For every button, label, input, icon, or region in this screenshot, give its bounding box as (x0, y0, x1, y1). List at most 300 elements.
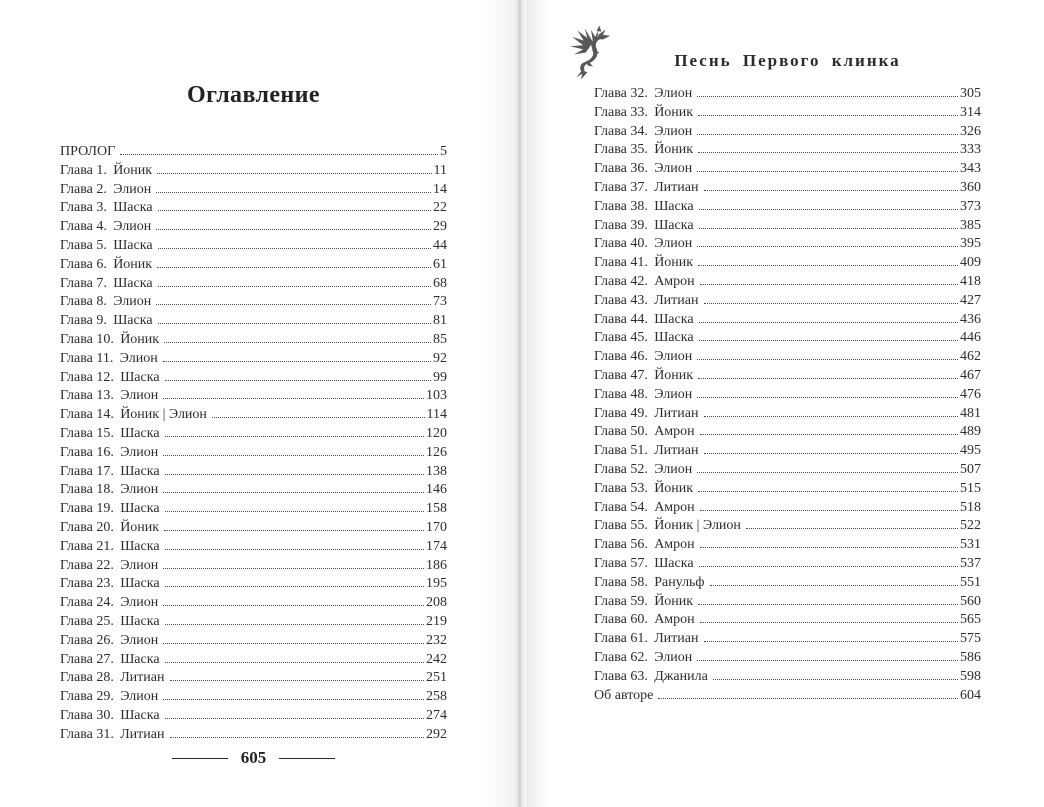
toc-entry (594, 141, 981, 160)
toc-entry-page: 507 (960, 461, 981, 477)
toc-entry-character: Йоник (120, 519, 160, 535)
toc-entry-page: 146 (426, 482, 447, 498)
toc-entry-character: Элион (119, 350, 158, 366)
toc-entry-chapter: Глава 3. (60, 200, 107, 216)
dot-leader (698, 152, 958, 153)
right-page (526, 0, 1044, 807)
toc-entry-chapter: Глава 41. (594, 255, 648, 271)
toc-entry (594, 499, 981, 518)
toc-entry-page: 232 (426, 632, 447, 648)
toc-entry (60, 293, 447, 312)
toc-entry-page: 418 (960, 273, 981, 289)
toc-entry-chapter: Глава 26. (60, 632, 114, 648)
toc-entry (594, 423, 981, 442)
toc-entry-page: 495 (960, 443, 981, 459)
toc-entry-chapter: Глава 59. (594, 593, 648, 609)
toc-entry (594, 348, 981, 367)
dot-leader (164, 342, 431, 343)
toc-entry-character: Амрон (654, 612, 695, 628)
dot-leader (700, 284, 958, 285)
toc-entry-chapter: Глава 1. (60, 162, 107, 178)
dot-leader (698, 115, 958, 116)
dot-leader (697, 96, 958, 97)
toc-entry-page: 427 (960, 292, 981, 308)
dot-leader (165, 380, 431, 381)
toc-entry-character: Литиан (654, 631, 699, 647)
toc-entry-character: Йоник (654, 255, 694, 271)
dot-leader (158, 323, 431, 324)
toc-entry-character: Элион (120, 632, 159, 648)
toc-entry-character: Йоник (654, 367, 694, 383)
toc-entry (594, 254, 981, 273)
folio-rule-left (172, 758, 228, 759)
toc-entry-chapter: Глава 31. (60, 726, 114, 742)
toc-entry-page: 604 (960, 687, 981, 703)
toc-entry-character: Элион (654, 86, 693, 101)
toc-entry-chapter: Глава 52. (594, 461, 648, 477)
toc-entry-chapter: Глава 33. (594, 104, 648, 120)
toc-entry (594, 329, 981, 348)
dot-leader (163, 699, 424, 700)
toc-entry-chapter: Глава 48. (594, 386, 648, 402)
toc-entry-page: 103 (426, 388, 447, 404)
toc-entry-chapter: Глава 45. (594, 330, 648, 346)
folio-number: 605 (240, 748, 267, 767)
toc-entry-page: 186 (426, 557, 447, 573)
toc-entry-page: 120 (426, 425, 447, 441)
toc-entry-page: 170 (426, 519, 447, 535)
toc-entry-chapter: Глава 60. (594, 612, 648, 628)
toc-entry-chapter: Глава 51. (594, 443, 648, 459)
toc-entry-chapter: Глава 63. (594, 668, 648, 684)
toc-entry-chapter: Глава 4. (60, 219, 107, 235)
toc-entry-chapter: Глава 24. (60, 595, 114, 611)
toc-entry (60, 275, 447, 294)
dot-leader (698, 491, 958, 492)
toc-entry (60, 669, 447, 688)
toc-entry-chapter: Глава 44. (594, 311, 648, 327)
toc-entry-chapter: Глава 56. (594, 537, 648, 553)
dot-leader (698, 378, 958, 379)
toc-entry-character: Элион (654, 236, 693, 252)
toc-entry-character: Шаска (654, 311, 694, 327)
toc-entry-character: Литиан (654, 292, 699, 308)
toc-entry (60, 538, 447, 557)
toc-entry-page: 22 (433, 200, 447, 216)
dot-leader (700, 434, 958, 435)
toc-entry-chapter: Глава 9. (60, 313, 107, 329)
toc-entry-page: 343 (960, 161, 981, 177)
toc-entry-page: 14 (433, 181, 447, 197)
toc-entry (594, 630, 981, 649)
toc-entry (60, 369, 447, 388)
dot-leader (165, 474, 424, 475)
toc-entry (60, 181, 447, 200)
toc-entry-page: 333 (960, 142, 981, 158)
toc-entry-character: Йоник (654, 480, 694, 496)
toc-entry-page: 598 (960, 668, 981, 684)
toc-entry-chapter: Глава 20. (60, 519, 114, 535)
toc-entry-character: Элион (654, 649, 693, 665)
toc-entry-page: 531 (960, 537, 981, 553)
toc-entry-character: Йоник | Элион (654, 518, 741, 534)
dot-leader (157, 267, 431, 268)
toc-entry-page: 5 (440, 144, 447, 159)
toc-entry (594, 217, 981, 236)
toc-entry-page: 242 (426, 651, 447, 667)
dot-leader (697, 397, 958, 398)
toc-entry (60, 613, 447, 632)
toc-entry-character: Йоник (654, 142, 694, 158)
dot-leader (704, 303, 959, 304)
toc-entry-character: Джанила (654, 668, 708, 684)
toc-entry-chapter: ПРОЛОГ (60, 144, 116, 159)
toc-entry-character: Элион (120, 444, 159, 460)
toc-entry-page: 195 (426, 576, 447, 592)
dot-leader (165, 624, 424, 625)
toc-entry (594, 367, 981, 386)
toc-entry-character: Йоник | Элион (120, 407, 207, 423)
toc-entry-chapter: Об авторе (594, 687, 654, 703)
book-gutter (514, 0, 526, 807)
toc-entry-character: Йоник (654, 104, 694, 120)
toc-entry-character: Элион (120, 595, 159, 611)
toc-entry-chapter: Глава 57. (594, 555, 648, 571)
toc-entry-page: 326 (960, 123, 981, 139)
toc-entry-chapter: Глава 40. (594, 236, 648, 252)
dot-leader (699, 322, 958, 323)
toc-title: Оглавление (187, 82, 320, 108)
toc-entry-chapter: Глава 37. (594, 179, 648, 195)
toc-entry (594, 85, 981, 104)
toc-entry-chapter: Глава 47. (594, 367, 648, 383)
toc-entry-page: 114 (426, 407, 447, 423)
toc-entry (594, 668, 981, 687)
toc-entry-page: 360 (960, 179, 981, 195)
toc-entry-chapter: Глава 30. (60, 707, 114, 723)
dot-leader (746, 528, 958, 529)
toc-entry-page: 586 (960, 649, 981, 665)
toc-entry-chapter: Глава 35. (594, 142, 648, 158)
toc-entry-chapter: Глава 53. (594, 480, 648, 496)
toc-entry-character: Шаска (120, 369, 160, 385)
toc-entry-page: 551 (960, 574, 981, 590)
dot-leader (157, 173, 431, 174)
dot-leader (170, 680, 425, 681)
dot-leader (156, 192, 431, 193)
toc-entry-page: 29 (433, 219, 447, 235)
toc-entry-character: Шаска (120, 576, 160, 592)
toc-entry-chapter: Глава 21. (60, 538, 114, 554)
dot-leader (158, 286, 431, 287)
toc-entry (60, 331, 447, 350)
toc-entry (594, 517, 981, 536)
toc-entry-character: Элион (120, 482, 159, 498)
toc-entry-page: 85 (433, 331, 447, 347)
toc-entry-chapter: Глава 29. (60, 689, 114, 705)
dot-leader (704, 453, 959, 454)
dot-leader (697, 472, 958, 473)
toc-entry-page: 537 (960, 555, 981, 571)
toc-entry-page: 251 (426, 670, 447, 686)
toc-entry-character: Шаска (120, 651, 160, 667)
dot-leader (165, 662, 424, 663)
toc-entry-page: 481 (960, 405, 981, 421)
toc-entry-page: 61 (433, 256, 447, 272)
toc-entry-character: Ранульф (654, 574, 705, 590)
dot-leader (699, 340, 958, 341)
toc-entry-character: Шаска (113, 200, 153, 216)
toc-entry-character: Шаска (113, 237, 153, 253)
toc-entry (60, 500, 447, 519)
dot-leader (163, 643, 424, 644)
toc-entry (594, 123, 981, 142)
toc-entry (594, 536, 981, 555)
dot-leader (698, 265, 958, 266)
toc-entry-page: 476 (960, 386, 981, 402)
dot-leader (699, 228, 958, 229)
dot-leader (710, 585, 958, 586)
toc-entry-chapter: Глава 25. (60, 613, 114, 629)
toc-entry-chapter: Глава 42. (594, 273, 648, 289)
toc-entry-chapter: Глава 5. (60, 237, 107, 253)
toc-entry (594, 179, 981, 198)
dot-leader (697, 134, 958, 135)
toc-entry (60, 575, 447, 594)
toc-entry-page: 158 (426, 501, 447, 517)
dot-leader (697, 171, 958, 172)
toc-entry-character: Элион (654, 349, 693, 365)
toc-entry-character: Элион (654, 386, 693, 402)
toc-entry-page: 385 (960, 217, 981, 233)
dot-leader (700, 547, 958, 548)
toc-entry-page: 305 (960, 86, 981, 101)
toc-entry-chapter: Глава 2. (60, 181, 107, 197)
toc-entry (594, 442, 981, 461)
toc-entry-page: 560 (960, 593, 981, 609)
toc-entry (60, 425, 447, 444)
toc-entry (594, 480, 981, 499)
dot-leader (704, 641, 959, 642)
toc-entry-character: Амрон (654, 424, 695, 440)
folio-footer (60, 748, 447, 768)
toc-entry (594, 649, 981, 668)
dot-leader (165, 549, 424, 550)
toc-entry-chapter: Глава 11. (60, 350, 114, 366)
toc-entry-chapter: Глава 14. (60, 407, 114, 423)
toc-entry (60, 350, 447, 369)
toc-entry-page: 489 (960, 424, 981, 440)
toc-entry-page: 68 (433, 275, 447, 291)
toc-entry (594, 574, 981, 593)
toc-entry (60, 688, 447, 707)
toc-entry-character: Элион (113, 294, 152, 310)
toc-entry (60, 143, 447, 162)
dot-leader (700, 510, 958, 511)
toc-entry-character: Элион (654, 123, 693, 139)
toc-list-right (594, 85, 981, 705)
toc-entry (60, 406, 447, 425)
toc-entry-chapter: Глава 17. (60, 463, 114, 479)
dot-leader (156, 304, 431, 305)
toc-entry (60, 162, 447, 181)
dot-leader (163, 398, 424, 399)
dot-leader (212, 417, 425, 418)
toc-entry-page: 314 (960, 104, 981, 120)
running-head: Песнь Первого клинка (674, 51, 901, 70)
toc-entry-page: 11 (433, 162, 447, 178)
toc-entry-chapter: Глава 10. (60, 331, 114, 347)
toc-entry-chapter: Глава 38. (594, 198, 648, 214)
toc-entry (60, 519, 447, 538)
dot-leader (165, 511, 424, 512)
toc-entry (60, 237, 447, 256)
toc-entry-chapter: Глава 12. (60, 369, 114, 385)
toc-entry-page: 44 (433, 237, 447, 253)
dot-leader (170, 737, 425, 738)
toc-entry-character: Йоник (120, 331, 160, 347)
toc-entry-character: Элион (654, 461, 693, 477)
toc-entry (594, 461, 981, 480)
left-page (0, 0, 514, 807)
toc-list-left (60, 143, 447, 745)
toc-entry (60, 387, 447, 406)
toc-entry-page: 208 (426, 595, 447, 611)
toc-entry-page: 409 (960, 255, 981, 271)
toc-entry (60, 444, 447, 463)
dot-leader (704, 190, 959, 191)
toc-entry (594, 198, 981, 217)
toc-entry-chapter: Глава 18. (60, 482, 114, 498)
toc-entry-character: Шаска (120, 501, 160, 517)
toc-entry-chapter: Глава 28. (60, 670, 114, 686)
toc-entry (594, 292, 981, 311)
toc-entry (594, 273, 981, 292)
toc-entry-character: Литиан (654, 405, 699, 421)
toc-entry (594, 104, 981, 123)
toc-entry (594, 687, 981, 706)
toc-entry-chapter: Глава 16. (60, 444, 114, 460)
toc-entry-page: 99 (433, 369, 447, 385)
dot-leader (164, 530, 424, 531)
dot-leader (163, 455, 424, 456)
toc-entry-chapter: Глава 6. (60, 256, 107, 272)
toc-entry (60, 594, 447, 613)
toc-entry-character: Шаска (120, 425, 160, 441)
toc-entry-chapter: Глава 32. (594, 86, 648, 101)
toc-entry-character: Амрон (654, 537, 695, 553)
toc-entry-character: Элион (654, 161, 693, 177)
toc-entry (60, 256, 447, 275)
dot-leader (163, 492, 424, 493)
toc-entry (594, 311, 981, 330)
toc-entry-page: 518 (960, 499, 981, 515)
toc-entry-chapter: Глава 19. (60, 501, 114, 517)
toc-entry-page: 575 (960, 631, 981, 647)
dot-leader (163, 361, 431, 362)
toc-entry-page: 219 (426, 613, 447, 629)
toc-entry (60, 199, 447, 218)
toc-entry (60, 651, 447, 670)
toc-entry-character: Шаска (120, 613, 160, 629)
toc-entry-character: Йоник (113, 162, 153, 178)
toc-entry-character: Шаска (654, 330, 694, 346)
toc-entry (60, 312, 447, 331)
toc-entry-page: 274 (426, 707, 447, 723)
toc-entry-chapter: Глава 7. (60, 275, 107, 291)
dot-leader (698, 604, 958, 605)
toc-entry-chapter: Глава 43. (594, 292, 648, 308)
toc-entry-chapter: Глава 8. (60, 294, 107, 310)
toc-entry-character: Литиан (654, 443, 699, 459)
toc-entry-character: Элион (120, 388, 159, 404)
toc-entry-page: 462 (960, 349, 981, 365)
dot-leader (697, 359, 958, 360)
toc-entry-chapter: Глава 58. (594, 574, 648, 590)
toc-entry-chapter: Глава 49. (594, 405, 648, 421)
toc-entry-chapter: Глава 13. (60, 388, 114, 404)
dot-leader (165, 436, 424, 437)
dot-leader (713, 679, 958, 680)
toc-entry-chapter: Глава 62. (594, 649, 648, 665)
toc-entry-character: Элион (113, 181, 152, 197)
dot-leader (165, 586, 424, 587)
toc-entry-page: 138 (426, 463, 447, 479)
dot-leader (120, 154, 438, 155)
toc-entry-chapter: Глава 39. (594, 217, 648, 233)
toc-entry-character: Шаска (654, 198, 694, 214)
dot-leader (658, 698, 958, 699)
toc-entry-page: 467 (960, 367, 981, 383)
dot-leader (156, 229, 431, 230)
toc-entry-page: 126 (426, 444, 447, 460)
folio-rule-right (279, 758, 335, 759)
toc-entry-page: 174 (426, 538, 447, 554)
toc-entry-chapter: Глава 50. (594, 424, 648, 440)
toc-entry (60, 463, 447, 482)
toc-entry-character: Элион (113, 219, 152, 235)
toc-entry-page: 436 (960, 311, 981, 327)
toc-entry-character: Литиан (654, 179, 699, 195)
toc-entry (60, 557, 447, 576)
toc-entry-page: 395 (960, 236, 981, 252)
toc-entry-page: 92 (433, 350, 447, 366)
toc-entry-chapter: Глава 22. (60, 557, 114, 573)
toc-entry (60, 707, 447, 726)
toc-entry (594, 555, 981, 574)
toc-entry-character: Йоник (113, 256, 153, 272)
toc-entry-chapter: Глава 15. (60, 425, 114, 441)
toc-entry (594, 235, 981, 254)
toc-entry-character: Амрон (654, 273, 695, 289)
toc-entry-page: 258 (426, 689, 447, 705)
toc-entry-chapter: Глава 36. (594, 161, 648, 177)
dot-leader (699, 209, 958, 210)
toc-entry (60, 218, 447, 237)
dot-leader (163, 605, 424, 606)
toc-entry (60, 726, 447, 745)
toc-entry (60, 481, 447, 500)
dot-leader (158, 248, 431, 249)
toc-entry-character: Шаска (120, 463, 160, 479)
toc-entry-character: Шаска (120, 707, 160, 723)
toc-entry-page: 373 (960, 198, 981, 214)
toc-entry (60, 632, 447, 651)
toc-entry-chapter: Глава 55. (594, 518, 648, 534)
toc-entry-character: Амрон (654, 499, 695, 515)
toc-entry-chapter: Глава 46. (594, 349, 648, 365)
toc-entry-chapter: Глава 23. (60, 576, 114, 592)
